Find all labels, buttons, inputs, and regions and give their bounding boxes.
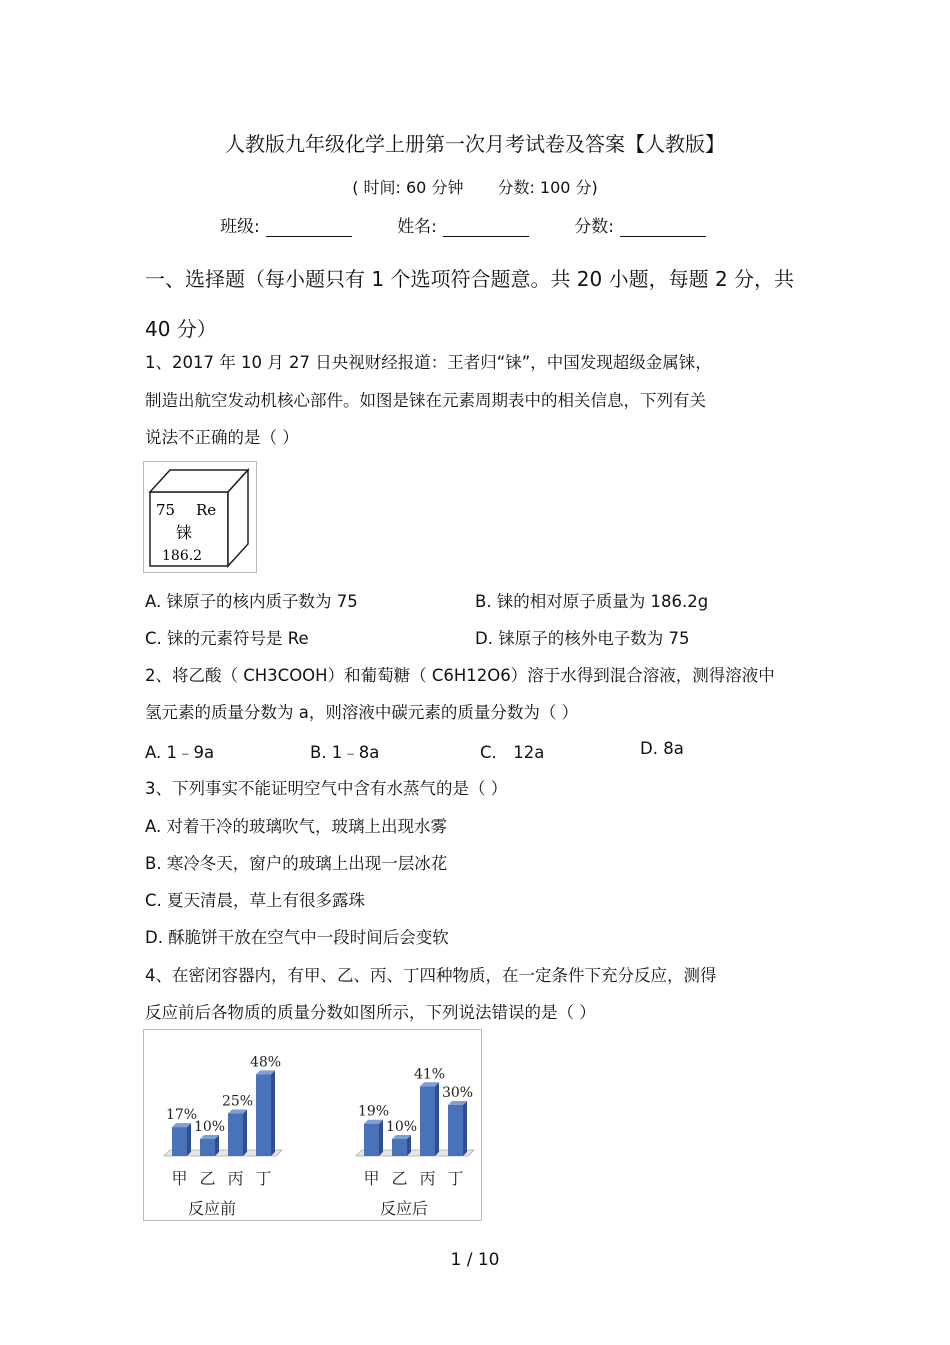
data-label: 10% xyxy=(385,1119,418,1135)
name-blank[interactable] xyxy=(443,218,529,237)
class-field[interactable] xyxy=(220,212,352,237)
q3-option-c[interactable]: C. 夏天清晨，草上有很多露珠 xyxy=(145,891,366,910)
q1-line-2: 制造出航空发动机核心部件。如图是铼在元素周期表中的相关信息，下列有关 xyxy=(145,391,706,410)
q1-line-3: 说法不正确的是（ ） xyxy=(145,428,299,447)
data-label: 19% xyxy=(357,1103,390,1120)
exam-time: ( 时间: 60 分钟 xyxy=(352,178,464,197)
section-heading: 一、选择题（每小题只有 1 个选项符合题意。共 20 小题，每题 2 分，共 40 分） xyxy=(145,267,795,341)
q2-line-1: 2、将乙酸（ CH3COOH）和葡萄糖（ C6H12O6）溶于水得到混合溶液，测得溶液中 xyxy=(145,666,775,685)
q3-option-a[interactable]: A. 对着干冷的玻璃吹气，玻璃上出现水雾 xyxy=(145,817,447,836)
q4-line-1: 4、在密闭容器内，有甲、乙、丙、丁四种物质，在一定条件下充分反应，测得 xyxy=(145,966,717,985)
q1-option-a[interactable]: A. 铼原子的核内质子数为 75 xyxy=(145,592,358,611)
category-label: 乙 xyxy=(199,1169,216,1188)
category-label: 丙 xyxy=(227,1169,244,1188)
bar xyxy=(256,1074,271,1156)
page-title: 人教版九年级化学上册第一次月考试卷及答案【人教版】 xyxy=(225,132,725,156)
exam-total-score: 分数: 100 分) xyxy=(497,178,598,197)
data-label: 10% xyxy=(193,1119,226,1135)
q1-option-b[interactable]: B. 铼的相对原子质量为 186.2g xyxy=(475,592,709,611)
q4-line-2: 反应前后各物质的质量分数如图所示，下列说法错误的是（ ） xyxy=(145,1003,596,1022)
score-blank[interactable] xyxy=(620,218,706,237)
data-label: 30% xyxy=(441,1085,474,1101)
q2-line-2: 氢元素的质量分数为 a，则溶液中碳元素的质量分数为（ ） xyxy=(145,703,579,722)
bar xyxy=(392,1139,407,1156)
element-number: 75 xyxy=(156,501,176,519)
q3-stem: 3、下列事实不能证明空气中含有水蒸气的是（ ） xyxy=(145,779,508,798)
bar xyxy=(200,1139,215,1156)
class-blank[interactable] xyxy=(266,218,352,237)
element-symbol: Re xyxy=(196,501,217,519)
q3-option-d[interactable]: D. 酥脆饼干放在空气中一段时间后会变软 xyxy=(145,928,449,947)
category-label: 乙 xyxy=(391,1169,408,1188)
page-number: 1 / 10 xyxy=(450,1250,500,1270)
bar-side xyxy=(187,1123,191,1156)
q2-option-d[interactable]: D. 8a xyxy=(640,739,684,758)
category-label: 丁 xyxy=(255,1169,272,1188)
data-label: 41% xyxy=(413,1066,446,1083)
group-label: 反应后 xyxy=(379,1199,429,1218)
data-label: 48% xyxy=(249,1054,282,1071)
mass-fraction-chart xyxy=(143,1029,482,1221)
category-label: 甲 xyxy=(363,1169,380,1188)
data-label: 25% xyxy=(221,1093,254,1110)
bar xyxy=(448,1105,463,1156)
score-label: 分数: xyxy=(574,217,615,237)
q2-option-b[interactable]: B. 1﹣8a xyxy=(310,743,380,762)
data-label: 17% xyxy=(165,1107,198,1124)
score-field[interactable] xyxy=(574,212,706,237)
category-label: 甲 xyxy=(171,1169,188,1188)
student-info-fields xyxy=(220,212,746,237)
category-label: 丁 xyxy=(447,1169,464,1188)
element-name: 铼 xyxy=(176,523,193,542)
q1-option-c[interactable]: C. 铼的元素符号是 Re xyxy=(145,629,309,648)
bar-side xyxy=(271,1070,275,1156)
group-label: 反应前 xyxy=(187,1199,237,1218)
bar xyxy=(228,1114,243,1157)
q2-option-a[interactable]: A. 1﹣9a xyxy=(145,743,215,762)
bar xyxy=(172,1127,187,1156)
q1-option-d[interactable]: D. 铼原子的核外电子数为 75 xyxy=(475,629,690,648)
bar xyxy=(420,1086,435,1156)
element-card-figure xyxy=(143,461,257,573)
element-mass: 186.2 xyxy=(162,548,203,564)
name-label: 姓名: xyxy=(397,217,437,237)
category-label: 丙 xyxy=(419,1169,436,1188)
bar xyxy=(364,1124,379,1156)
bar-side xyxy=(379,1120,383,1156)
bar-side xyxy=(435,1082,439,1156)
name-field[interactable] xyxy=(397,212,529,237)
bar-side xyxy=(243,1110,247,1157)
class-label: 班级: xyxy=(220,217,260,237)
q2-option-c[interactable]: C． 12a xyxy=(480,743,545,762)
q1-line-1: 1、2017 年 10 月 27 日央视财经报道：王者归“铼”，中国发现超级金属铼， xyxy=(145,353,712,372)
q3-option-b[interactable]: B. 寒冷冬天，窗户的玻璃上出现一层冰花 xyxy=(145,854,448,873)
exam-meta xyxy=(0,175,950,198)
bar-side xyxy=(463,1101,467,1156)
